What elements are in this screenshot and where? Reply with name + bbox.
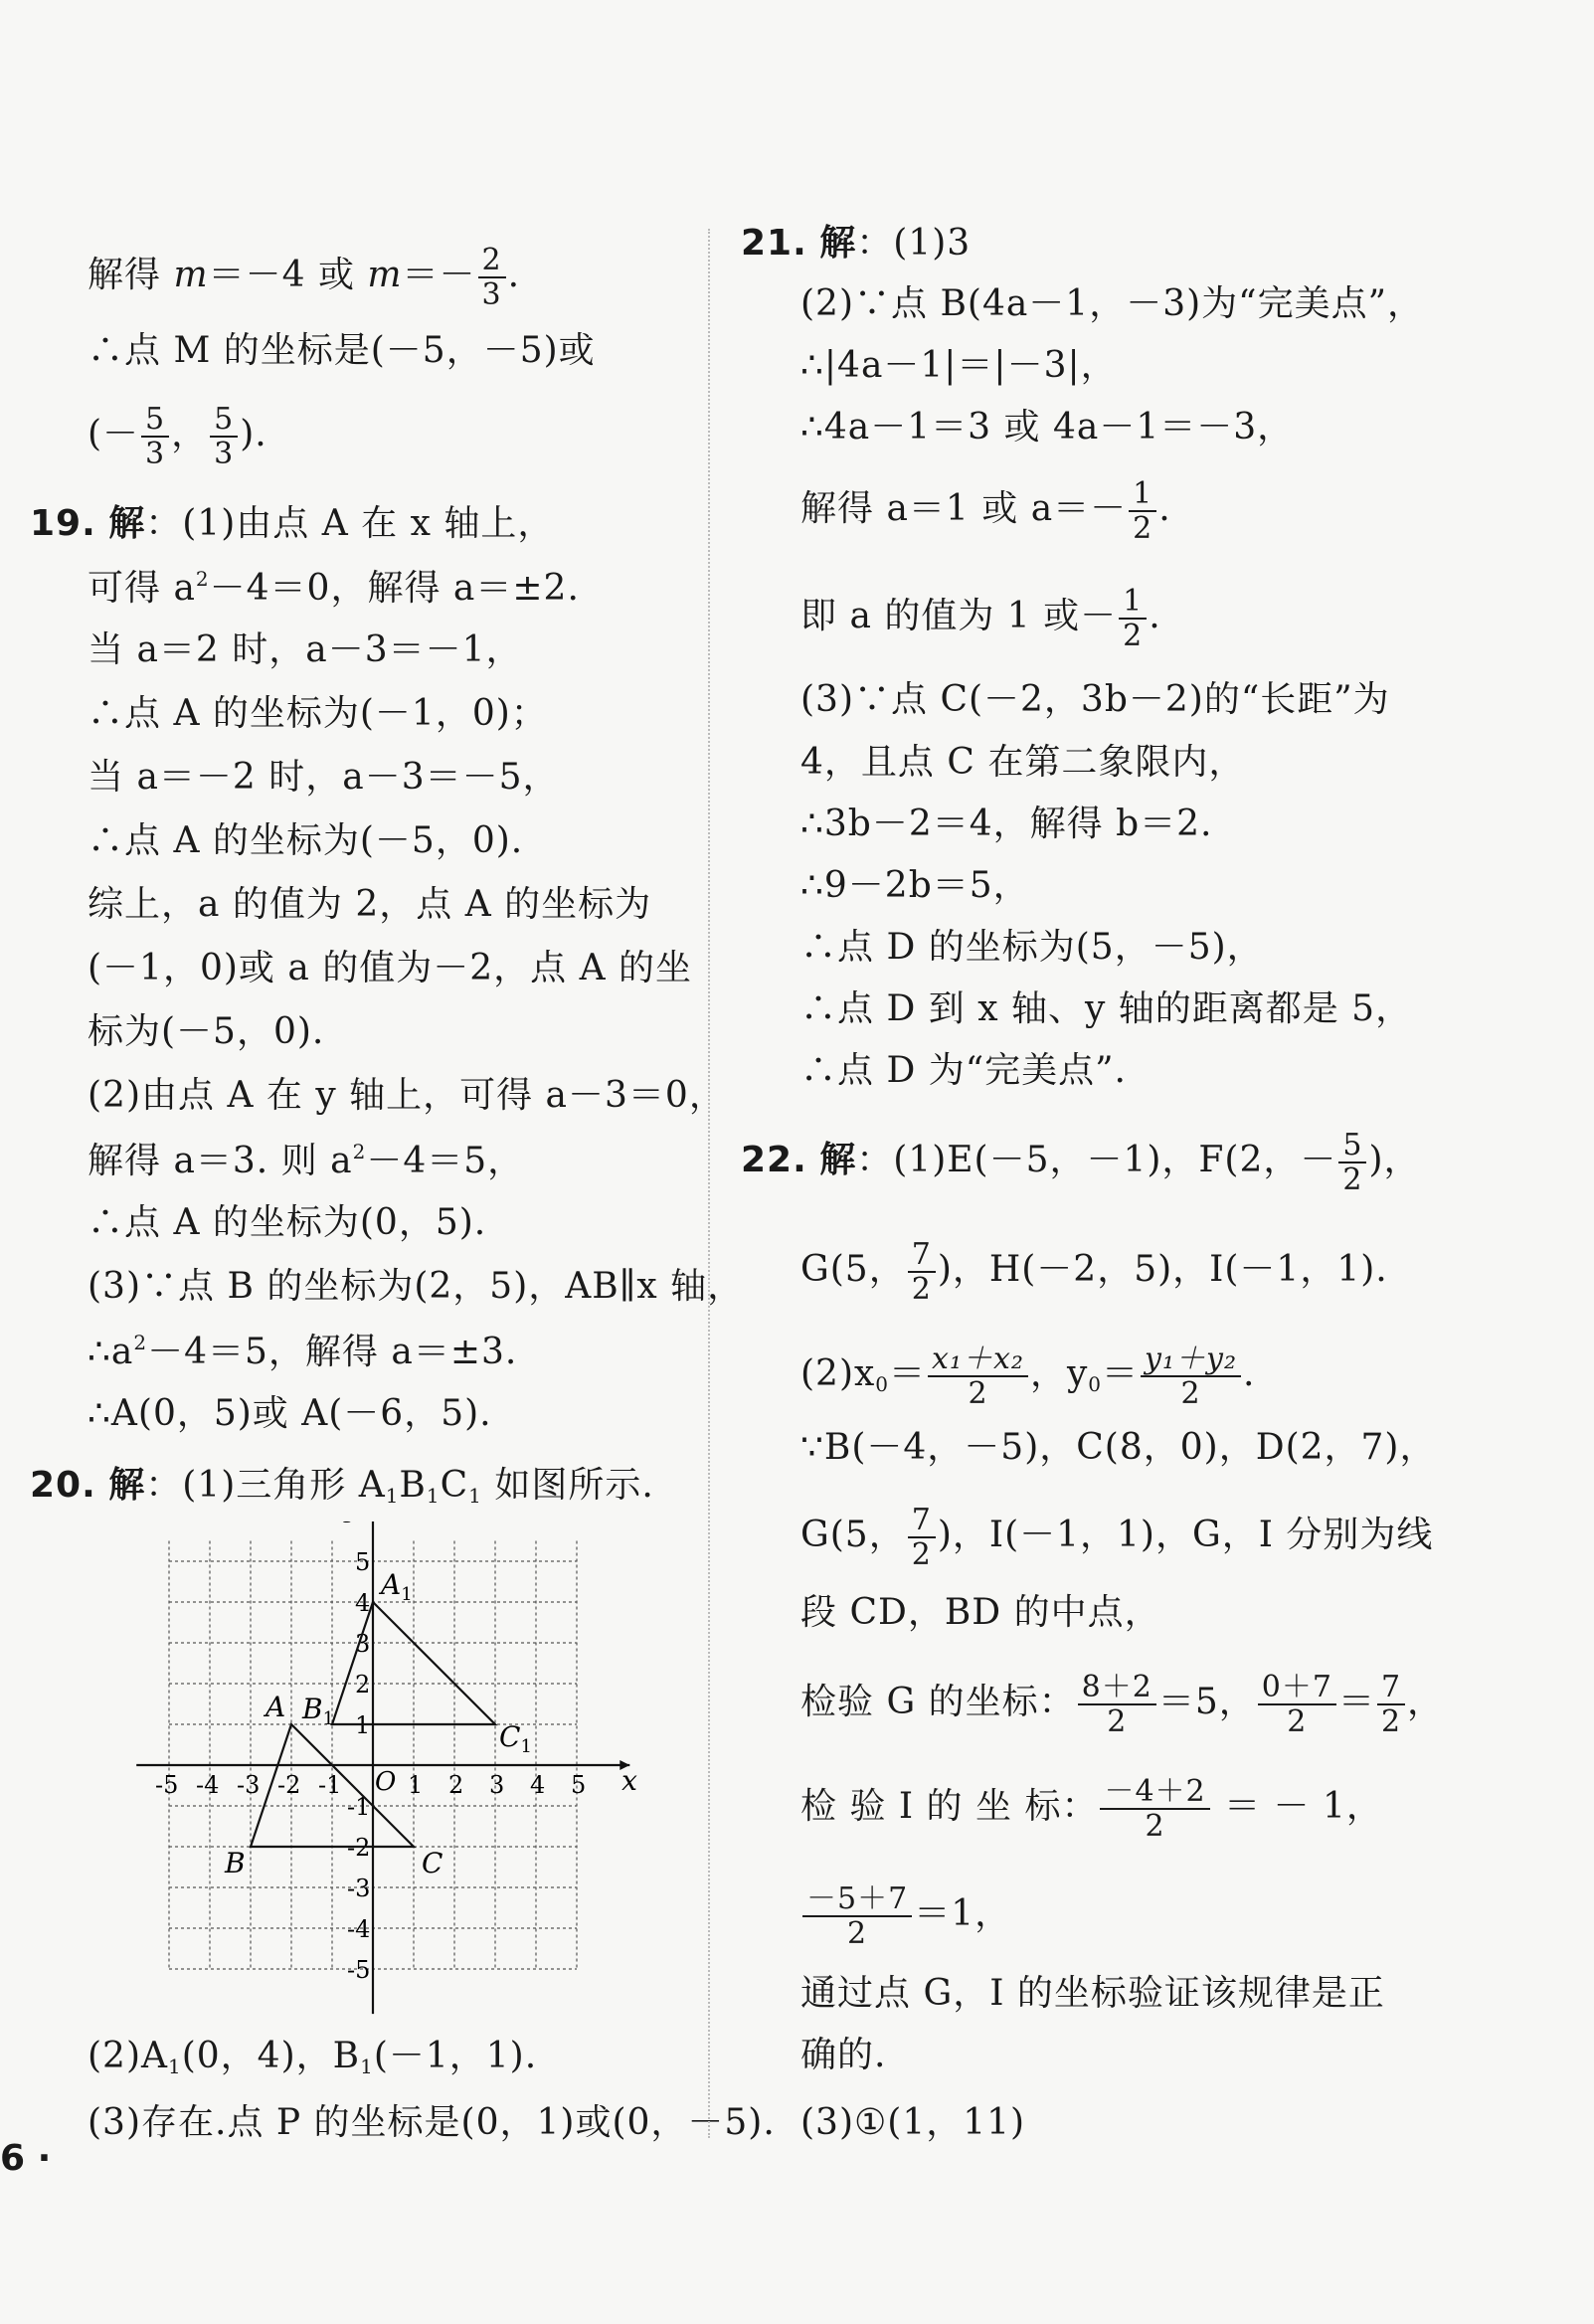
q21-line-8: 4，且点 C 在第二象限内， <box>800 742 1246 783</box>
point-label-b1: $B_1$ <box>302 1693 335 1729</box>
q19-line-7: 综上，a 的值为 2，点 A 的坐标为 <box>88 884 652 925</box>
q21-line-6: 即 a 的值为 1 或－ $\frac{1}{2}$ . <box>800 584 1161 653</box>
fraction: $\frac{0+7}{2}$ <box>1258 1671 1336 1738</box>
q21-line-13: ∴点 D 为“完美点”. <box>800 1050 1128 1091</box>
q19-line-4: ∴点 A 的坐标为(－1，0)； <box>88 693 548 734</box>
fraction: $\frac{7}{2}$ <box>908 1504 936 1571</box>
fraction: $\frac{1}{2}$ <box>1129 477 1156 545</box>
y-tick-label: 3 <box>355 1630 371 1658</box>
fraction: $\frac{7}{2}$ <box>908 1238 936 1306</box>
q20-line-3: (3)存在.点 P 的坐标是(0，1)或(0，－5). <box>88 2102 776 2143</box>
fraction: $\frac{-5+7}{2}$ <box>802 1882 912 1950</box>
fraction: $\frac{\text{x₁＋x₂}}{2}$ <box>928 1342 1028 1410</box>
q19-line-2: 可得 $a^2-4=0$，解得 a＝±2. <box>88 567 580 609</box>
x-tick-label: -3 <box>237 1771 261 1799</box>
y-tick-label: 1 <box>355 1711 371 1739</box>
q21-line-2: (2)∵点 B(4a－1，－3)为“完美点”， <box>800 283 1424 324</box>
q21-line-10: ∴9－2b＝5， <box>800 865 1030 906</box>
q22-line-5: G(5， $\frac{7}{2}$ )，I(－1，1)，G，I 分别为线 <box>800 1503 1434 1572</box>
q19-line-5: 当 a＝－2 时，a－3＝－5， <box>88 757 560 798</box>
fraction: $\frac{5}{2}$ <box>1338 1129 1366 1196</box>
x-tick-label: 3 <box>489 1771 505 1799</box>
q21-line-1: 21. 解：(1)3 <box>741 222 972 264</box>
q19-line-6: ∴点 A 的坐标为(－5，0). <box>88 820 524 861</box>
x-tick-label: 4 <box>530 1771 546 1799</box>
y-tick-label: 5 <box>355 1548 371 1576</box>
fraction: $\frac{8+2}{2}$ <box>1078 1671 1156 1738</box>
q19-line-15: ∴A(0，5)或 A(－6，5). <box>88 1393 492 1434</box>
q20-line-1: 20. 解：(1)三角形 $A_1B_1C_1$ 如图所示. <box>30 1464 654 1508</box>
q22-line-4: ∵B(－4，－5)，C(8，0)，D(2，7)， <box>800 1427 1437 1468</box>
question-number: 22. <box>741 1140 807 1180</box>
point-label-c: C <box>422 1847 443 1879</box>
q21-line-5: 解得 a＝1 或 a＝－ $\frac{1}{2}$ . <box>800 476 1171 546</box>
point-label-c1: $C_1$ <box>499 1720 532 1757</box>
q19-line-1: 19. 解：(1)由点 A 在 x 轴上， <box>30 502 555 544</box>
y-tick-label: 2 <box>355 1671 371 1698</box>
line-point-m: ∴点 M 的坐标是(－5，－5)或 <box>88 330 596 371</box>
q22-line-6: 段 CD，BD 的中点， <box>800 1592 1161 1633</box>
line-point-m-coords: (－ $\frac{5}{3}$ ， $\frac{5}{3}$ ). <box>88 402 267 471</box>
q22-line-9: $\frac{-5+7}{2}$ ＝1， <box>800 1882 1011 1950</box>
x-tick-label: 5 <box>571 1771 587 1799</box>
q22-line-7: 检验 G 的坐标： $\frac{8+2}{2}$ ＝5， $\frac{0+7}{2}$ ＝ $\frac{7}{2}$ ， <box>800 1670 1445 1739</box>
q19-line-3: 当 a＝2 时，a－3＝－1， <box>88 629 523 670</box>
fraction: $\frac{2}{3}$ <box>478 244 506 311</box>
q19-line-10: (2)由点 A 在 y 轴上，可得 a－3＝0， <box>88 1075 726 1116</box>
q22-line-10: 通过点 G，I 的坐标验证该规律是正 <box>800 1973 1385 2014</box>
x-tick-label: -4 <box>196 1771 220 1799</box>
q20-line-2: $(2)A_1(0$，4)，$B_1(-1$，1). <box>88 2036 538 2078</box>
q19-line-14: $\therefore a^2-4=5$，解得 a＝±3. <box>88 1331 518 1372</box>
q19-line-12: ∴点 A 的坐标为(0，5). <box>88 1202 487 1243</box>
q21-line-9: ∴3b－2＝4，解得 b＝2. <box>800 804 1213 844</box>
y-axis-label <box>342 1521 361 1523</box>
fraction: $\frac{7}{2}$ <box>1377 1671 1405 1738</box>
q22-line-8: 检 验 I 的 坐 标： $\frac{-4+2}{2}$ ＝ － 1， <box>800 1774 1383 1844</box>
x-axis-label: x <box>621 1764 637 1797</box>
point-label-a1: $A_1$ <box>381 1568 413 1605</box>
point-label-b: B <box>225 1847 246 1879</box>
q21-line-3: ∴|4a－1|＝|－3|， <box>800 345 1118 386</box>
fraction: $\frac{5}{3}$ <box>210 403 238 470</box>
question-number: 19. <box>30 503 96 544</box>
fraction: $\frac{\text{y₁＋y₂}}{2}$ <box>1141 1342 1241 1410</box>
q22-line-1: 22. 解：(1)E(－5，－1)，F(2，－ $\frac{5}{2}$ )， <box>741 1128 1421 1197</box>
page-number: 6 · <box>0 2138 52 2179</box>
y-tick-label: -3 <box>347 1875 371 1902</box>
q19-line-13: (3)∵点 B 的坐标为(2，5)，AB∥x 轴， <box>88 1266 745 1307</box>
y-tick-label: -1 <box>347 1793 371 1821</box>
q22-line-3: $(2)x_0=$ $\frac{\text{x₁＋x₂}}{2}$ ，$y_0=$ $\frac{\text{y₁＋y₂}}{2}$ . <box>800 1341 1256 1411</box>
fraction: $\frac{5}{3}$ <box>141 403 169 470</box>
q22-line-11: 确的. <box>800 2035 887 2075</box>
x-tick-label: -2 <box>277 1771 301 1799</box>
q21-line-4: ∴4a－1＝3 或 4a－1＝－3， <box>800 407 1295 447</box>
q21-line-12: ∴点 D 到 x 轴、y 轴的距离都是 5， <box>800 988 1413 1029</box>
fraction: $\frac{-4+2}{2}$ <box>1100 1775 1209 1843</box>
question-number: 20. <box>30 1465 96 1506</box>
coordinate-graph <box>129 1521 646 2019</box>
column-divider <box>708 229 710 2138</box>
y-tick-label: -5 <box>347 1956 371 1984</box>
x-tick-label: -5 <box>155 1771 179 1799</box>
point-label-a: A <box>266 1691 286 1723</box>
x-tick-label: 1 <box>408 1771 424 1799</box>
q22-line-12: (3)①(1，11) <box>800 2102 1026 2143</box>
line-solve-m: 解得 m＝－4 或 m＝－ $\frac{2}{3}$ . <box>88 243 521 312</box>
y-tick-label: -2 <box>347 1834 371 1862</box>
q21-line-7: (3)∵点 C(－2，3b－2)的“长距”为 <box>800 679 1390 720</box>
fraction: $\frac{1}{2}$ <box>1119 585 1147 652</box>
x-tick-label: -1 <box>318 1771 342 1799</box>
origin-label: O <box>375 1767 397 1797</box>
question-number: 21. <box>741 223 807 264</box>
y-tick-label: 4 <box>355 1589 371 1617</box>
y-tick-label: -4 <box>347 1915 371 1943</box>
q22-line-2: G(5， $\frac{7}{2}$ )，H(－2，5)，I(－1，1). <box>800 1237 1388 1307</box>
q19-line-9: 标为(－5，0). <box>88 1011 325 1052</box>
q19-line-8: (－1，0)或 a 的值为－2，点 A 的坐 <box>88 948 693 988</box>
x-tick-label: 2 <box>448 1771 464 1799</box>
q19-line-11: 解得 a＝3. 则 $a^2-4=5$， <box>88 1140 525 1181</box>
q21-line-11: ∴点 D 的坐标为(5，－5)， <box>800 927 1264 968</box>
